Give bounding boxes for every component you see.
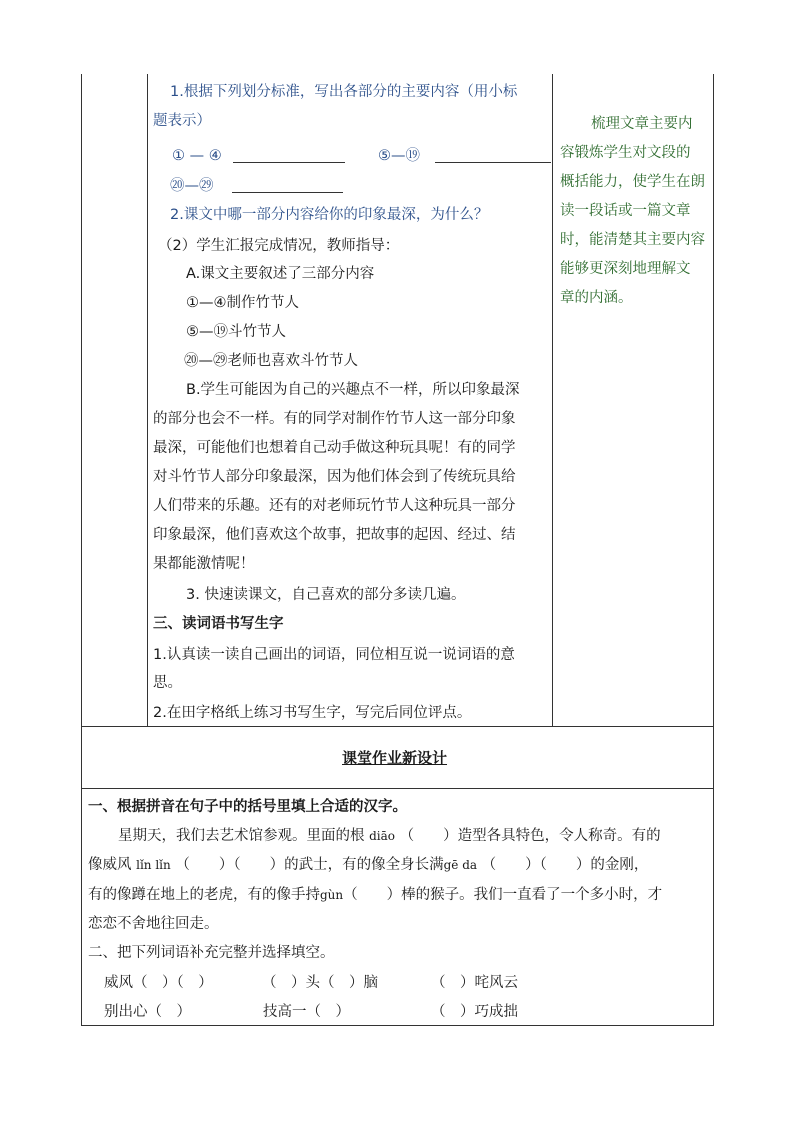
border-right-inner — [713, 74, 714, 726]
border-left-inner — [147, 74, 148, 726]
answer-a2: ⑤—⑲斗竹节人 — [186, 324, 286, 340]
answer-b-line5: 人们带来的乐趣。还有的对老师玩竹节人这种玩具一部分 — [153, 498, 516, 514]
step-2: （2）学生汇报完成情况，教师指导： — [158, 238, 400, 254]
note-line: 梳理文章主要内 — [591, 116, 693, 132]
exercise-2-heading: 二、把下列词语补充完整并选择填空。 — [88, 945, 335, 961]
section-3-item1-line1: 1.认真读一读自己画出的词语，同位相互说一说词语的意 — [153, 647, 515, 663]
answer-b-line4: 对斗竹节人部分印象最深，因为他们体会到了传统玩具给 — [153, 469, 516, 485]
answer-b-line2: 的部分也会不一样。有的同学对制作竹节人这一部分印象 — [153, 411, 516, 427]
word-blank-5[interactable]: 技高一（ ） — [263, 1004, 350, 1020]
word-blank-1[interactable]: 威风（ ）（ ） — [104, 975, 213, 991]
row-divider-3 — [81, 1025, 714, 1026]
answer-b-line6: 印象最深，他们喜欢这个故事，把故事的起因、经过、结 — [153, 527, 516, 543]
answer-a1: ①—④制作竹节人 — [186, 295, 299, 311]
pinyin-gun: gùn — [320, 888, 344, 902]
border-mid — [552, 74, 553, 726]
row-divider-1 — [81, 726, 714, 727]
exercise-1-line2: 像威风 lǐn lǐn （ ）（ ）的武士，有的像全身长满gē da （ ）（ ）的金刚， — [88, 857, 649, 873]
note-line: 章的内涵。 — [560, 290, 633, 306]
word-blank-6[interactable]: （ ）巧成拙 — [431, 1004, 518, 1020]
border-right-outer — [713, 726, 714, 1026]
range-20-29: ⑳—㉙ — [170, 178, 214, 194]
answer-a: A.课文主要叙述了三部分内容 — [186, 266, 375, 282]
word-blank-4[interactable]: 别出心（ ） — [104, 1004, 191, 1020]
exercise-1-line3: 有的像蹲在地上的老虎，有的像手持gùn（ ）棒的猴子。我们一直看了一个多小时，才 — [88, 887, 663, 903]
note-line: 读一段话或一篇文章 — [560, 203, 691, 219]
question-1-line2: 题表示） — [153, 113, 211, 129]
pinyin-linlin: lǐn lǐn — [136, 858, 171, 872]
note-line: 时，能清楚其主要内容 — [560, 232, 705, 248]
exercise-1-heading: 一、根据拼音在句子中的括号里填上合适的汉字。 — [88, 799, 407, 815]
pinyin-diao: diāo — [369, 829, 396, 843]
border-left-outer — [81, 74, 82, 1026]
answer-b-line7: 果都能激情呢！ — [153, 556, 255, 572]
answer-blank-1[interactable] — [233, 148, 345, 163]
question-2: 2.课文中哪一部分内容给你的印象最深，为什么？ — [170, 207, 489, 223]
answer-blank-2[interactable] — [435, 148, 551, 163]
range-5-19: ⑤—⑲ — [378, 148, 420, 164]
answer-blank-3[interactable] — [232, 178, 343, 193]
pinyin-geda: gē da — [443, 858, 478, 872]
note-line: 容锻炼学生对文段的 — [560, 145, 691, 161]
answer-b-line3: 最深，可能他们也想着自己动手做这种玩具呢！有的同学 — [153, 440, 516, 456]
range-1-4: ① — ④ — [172, 148, 222, 164]
section-3-item1-line2: 思。 — [153, 675, 182, 691]
exercise-1-line1: 星期天，我们去艺术馆参观。里面的根 diāo （ ）造型各具特色，令人称奇。有的 — [118, 828, 661, 844]
exercise-1-line4: 恋恋不舍地往回走。 — [88, 916, 219, 932]
section-3-item2: 2.在田字格纸上练习书写生字，写完后同位评点。 — [153, 705, 472, 721]
row-divider-2 — [81, 788, 714, 789]
question-1-line1: 1.根据下列划分标准，写出各部分的主要内容（用小标 — [170, 84, 518, 100]
note-line: 能够更深刻地理解文 — [560, 261, 691, 277]
homework-title: 课堂作业新设计 — [342, 749, 448, 767]
note-line: 概括能力，使学生在朗 — [560, 174, 705, 190]
word-blank-2[interactable]: （ ）头（ ）脑 — [262, 975, 378, 991]
section-3-heading: 三、读词语书写生字 — [153, 616, 284, 632]
answer-a3: ⑳—㉙老师也喜欢斗竹节人 — [184, 353, 358, 369]
word-blank-3[interactable]: （ ）咤风云 — [431, 975, 518, 991]
question-3: 3. 快速读课文，自己喜欢的部分多读几遍。 — [186, 587, 466, 603]
answer-b-line1: B.学生可能因为自己的兴趣点不一样，所以印象最深 — [186, 382, 520, 398]
